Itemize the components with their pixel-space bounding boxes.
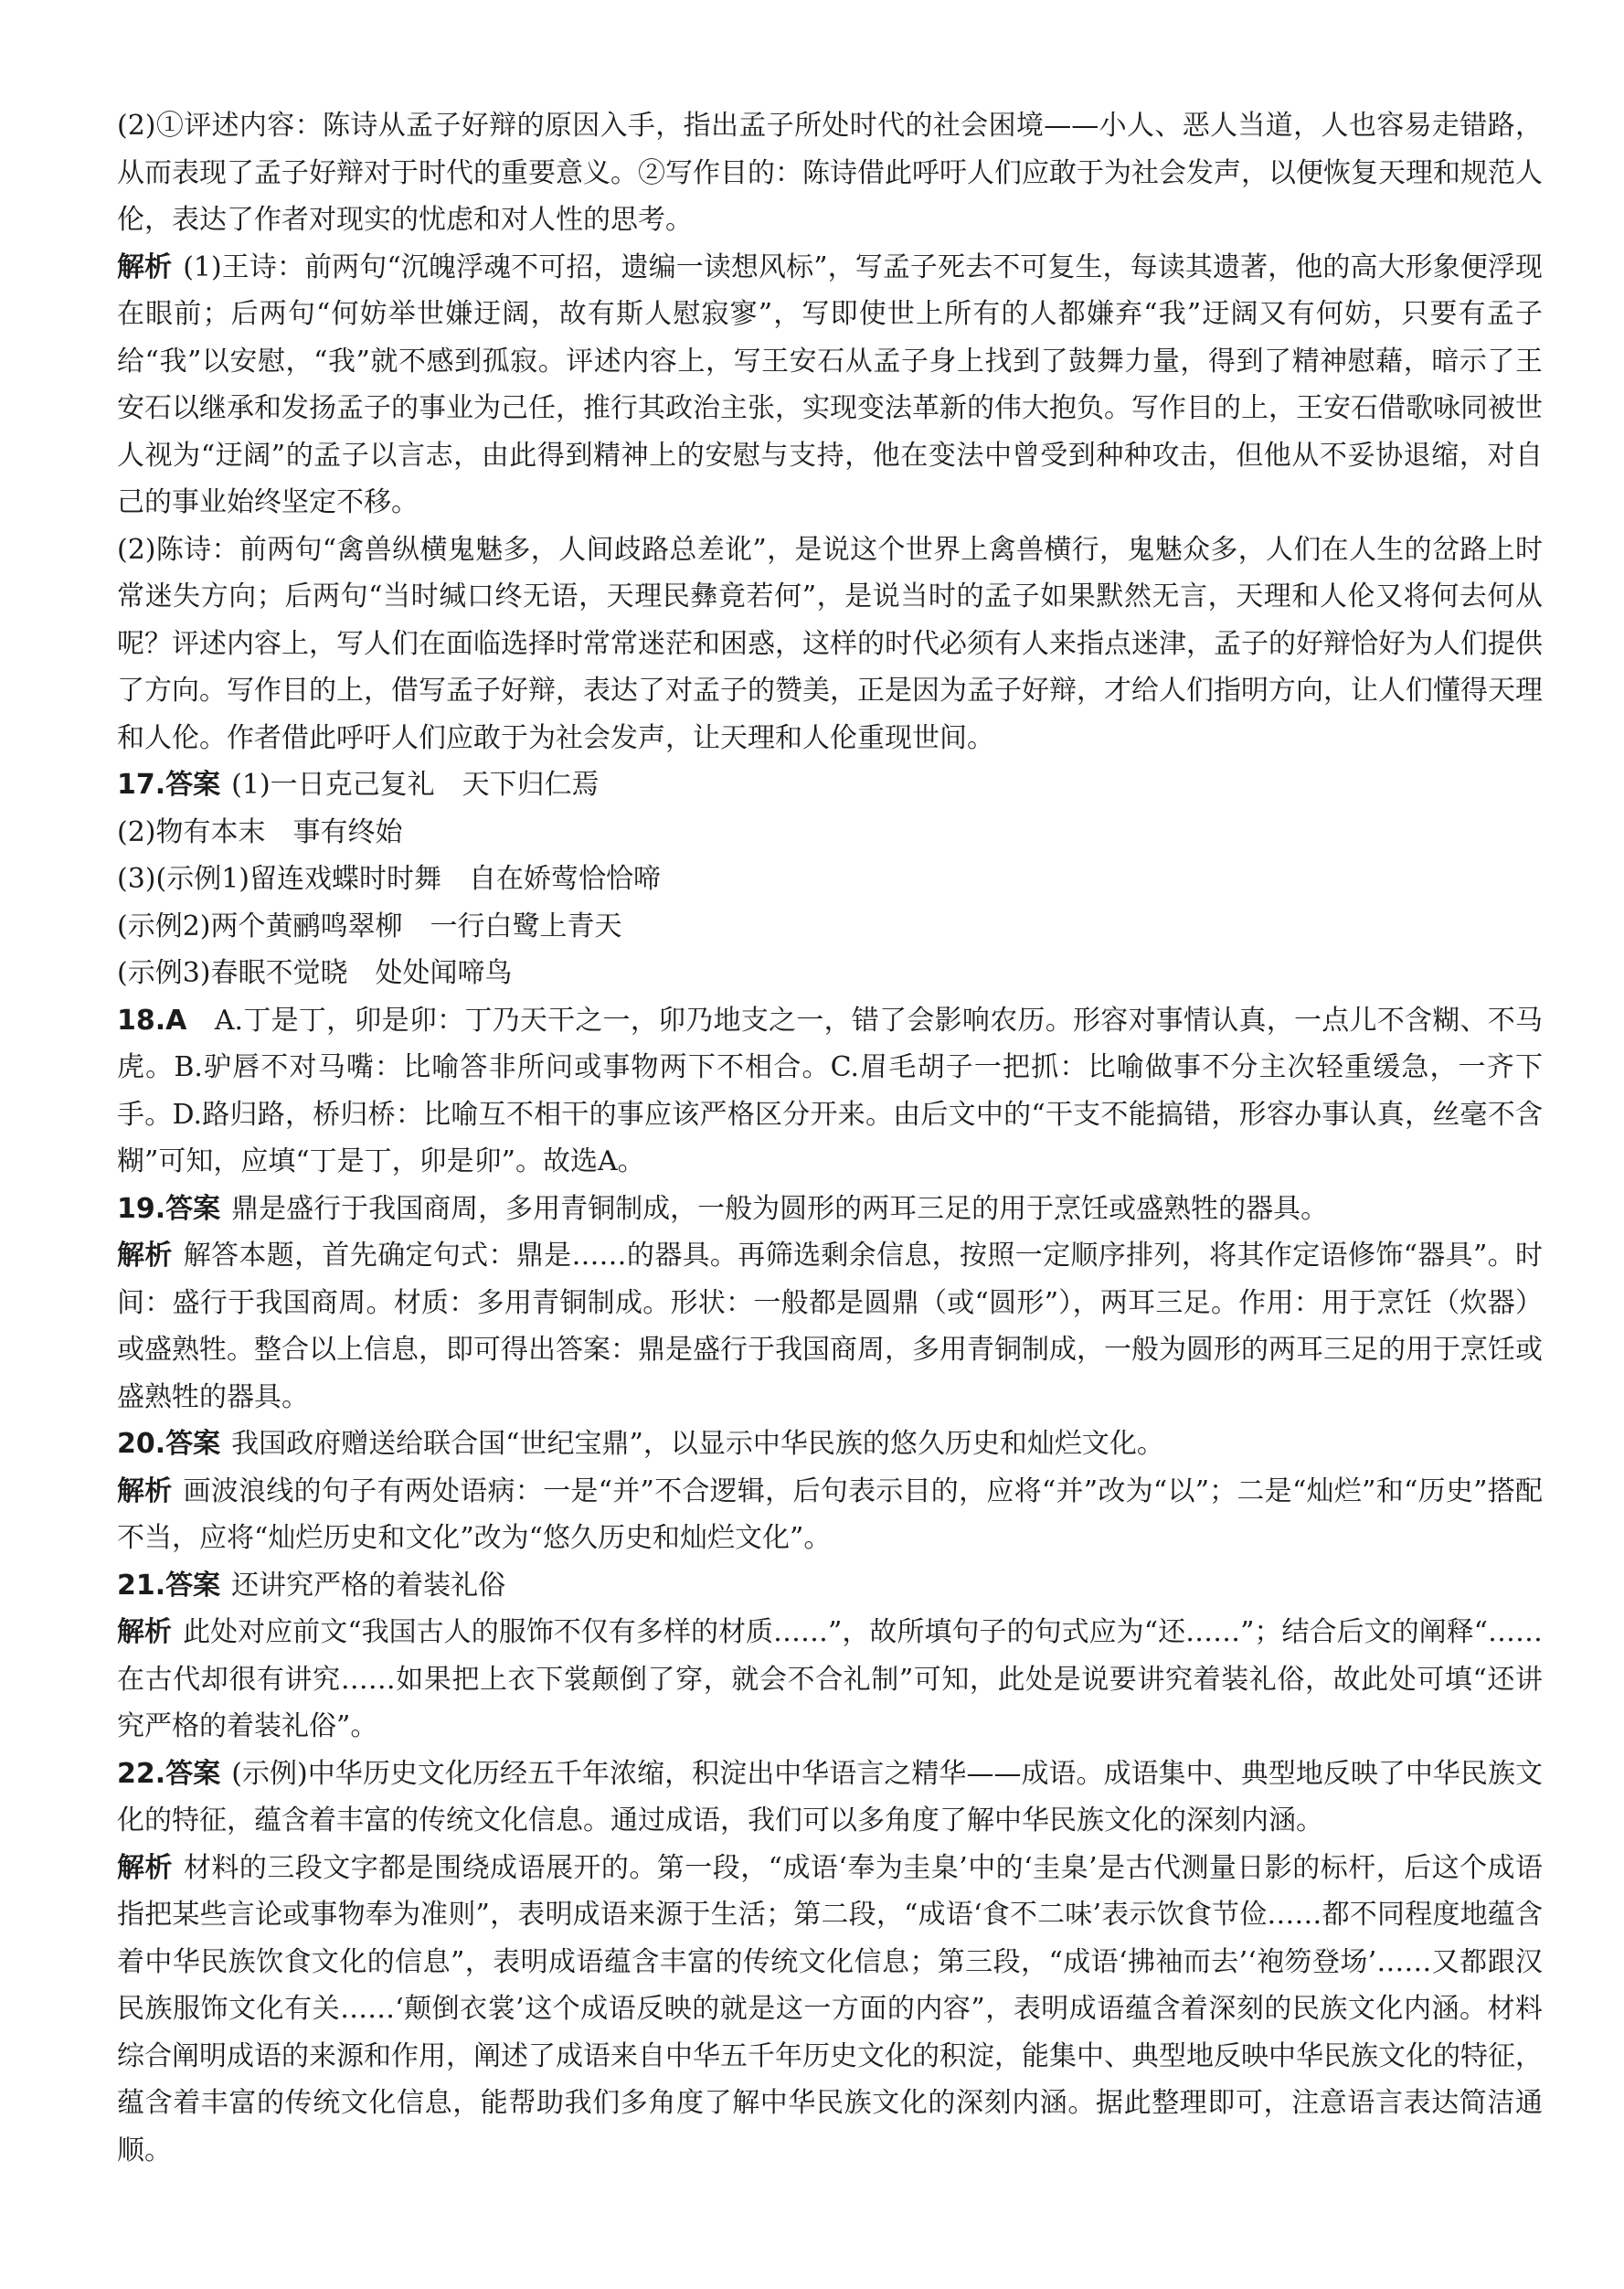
answer-line: (3)(示例1)留连戏蝶时时舞 自在娇莺恰恰啼 xyxy=(117,863,661,895)
q16-part2-answer: (2)①评述内容：陈诗从孟子好辩的原因入手，指出孟子所处时代的社会困境——小人、恶人当道，人也容易走错路，从而表现了孟子好辩对于时代的重要意义。②写作目的：陈诗借此呼吁人们应敢于为社会发声，以便恢复天理和规范人伦，表达了作者对现实的忧虑和对人性的思考。 xyxy=(117,110,1543,236)
answer-text: 我国政府赠送给联合国“世纪宝鼎”，以显示中华民族的悠久历史和灿烂文化。 xyxy=(231,1428,1164,1460)
answer-line: (2)物有本末 事有终始 xyxy=(117,815,403,848)
question-21 xyxy=(117,1562,1543,1751)
answer-line: (1)一日克己复礼 天下归仁焉 xyxy=(231,769,600,801)
answer-text: 鼎是盛行于我国商周，多用青铜制成，一般为圆形的两耳三足的用于烹饪或盛熟牲的器具。 xyxy=(231,1192,1329,1225)
answer-line: (示例3)春眠不觉晓 处处闻啼鸟 xyxy=(117,957,513,989)
analysis-label: 解析 xyxy=(117,1851,173,1884)
answer-text: (示例)中华历史文化历经五千年浓缩，积淀出中华语言之精华——成语。成语集中、典型地反映了中华民族文化的特征，蕴含着丰富的传统文化信息。通过成语，我们可以多角度了解中华民族文化的深刻内涵。 xyxy=(117,1757,1543,1837)
analysis-text: 此处对应前文“我国古人的服饰不仅有多样的材质……”，故所填句子的句式应为“还……”；结合后文的阐释“……在古代却很有讲究……如果把上衣下裳颠倒了穿，就会不合礼制”可知，此处是说要讲究着装礼俗，故此处可填“还讲究严格的着装礼俗”。 xyxy=(117,1616,1544,1742)
q16-analysis-part2: (2)陈诗：前两句“禽兽纵横鬼魅多，人间歧路总差讹”，是说这个世界上禽兽横行，鬼魅众多，人们在人生的岔路上时常迷失方向；后两句“当时缄口终无语，天理民彝竟若何”，是说当时的孟子如果默然无言，天理和人伦又将何去何从呢？评述内容上，写人们在面临选择时常常迷茫和困惑，这样的时代必须有人来指点迷津，孟子的好辩恰好为人们提供了方向。写作目的上，借写孟子好辩，表达了对孟子的赞美，正是因为孟子好辩，才给人们指明方向，让人们懂得天理和人伦。作者借此呼吁人们应敢于为社会发声，让天理和人伦重现世间。 xyxy=(117,533,1543,754)
question-18 xyxy=(117,997,1543,1186)
question-number: 20. xyxy=(117,1428,166,1460)
answer-label: 答案 xyxy=(165,1428,221,1460)
question-number: 19. xyxy=(117,1192,166,1225)
question-number: 18.A xyxy=(117,1004,187,1037)
question-number: 22. xyxy=(117,1757,166,1790)
answer-text: 还讲究严格的着装礼俗 xyxy=(231,1569,506,1602)
question-number: 17. xyxy=(117,769,166,801)
analysis-label: 解析 xyxy=(117,1475,173,1507)
question-20 xyxy=(117,1421,1543,1562)
answer-label: 答案 xyxy=(165,769,221,801)
analysis-text: 解答本题，首先确定句式：鼎是……的器具。再筛选剩余信息，按照一定顺序排列，将其作定语修饰“器具”。时间：盛行于我国商周。材质：多用青铜制成。形状：一般都是圆鼎（或“圆形”），两耳三足。作用：用于烹饪（炊器）或盛熟牲。整合以上信息，即可得出答案：鼎是盛行于我国商周，多用青铜制成，一般为圆形的两耳三足的用于烹饪或盛熟牲的器具。 xyxy=(117,1240,1543,1413)
answer-page xyxy=(117,102,1543,2174)
answer-text: A.丁是丁，卯是卯：丁乃天干之一，卯乃地支之一，错了会影响农历。形容对事情认真，一点儿不含糊、不马虎。B.驴唇不对马嘴：比喻答非所问或事物两下不相合。C.眉毛胡子一把抓：比喻做事不分主次轻重缓急，一齐下手。D.路归路，桥归桥：比喻互不相干的事应该严格区分开来。由后文中的“干支不能搞错，形容办事认真，丝毫不含糊”可知，应填“丁是丁，卯是卯”。故选A。 xyxy=(117,1004,1544,1177)
analysis-label: 解析 xyxy=(117,1616,173,1648)
answer-label: 答案 xyxy=(165,1192,221,1225)
analysis-text: 材料的三段文字都是围绕成语展开的。第一段，“成语‘奉为圭臬’中的‘圭臬’是古代测量日影的标杆，后这个成语指把某些言论或事物奉为准则”，表明成语来源于生活；第二段，“成语‘食不二味’表示饮食节俭……都不同程度地蕴含着中华民族饮食文化的信息”，表明成语蕴含丰富的传统文化信息；第三段，“成语‘拂袖而去’‘袍笏登场’……又都跟汉民族服饰文化有关……‘颠倒衣裳’这个成语反映的就是这一方面的内容”，表明成语蕴含着深刻的民族文化内涵。材料综合阐明成语的来源和作用，阐述了成语来自中华五千年历史文化的积淀，能集中、典型地反映中华民族文化的特征，蕴含着丰富的传统文化信息，能帮助我们多角度了解中华民族文化的深刻内涵。据此整理即可，注意语言表达简洁通顺。 xyxy=(117,1851,1544,2167)
q16-analysis-part1 xyxy=(117,244,1543,527)
answer-line: (示例2)两个黄鹂鸣翠柳 一行白鹭上青天 xyxy=(117,910,622,942)
analysis-text: (1)王诗：前两句“沉魄浮魂不可招，遗编一读想风标”，写孟子死去不可复生，每读其遗著，他的高大形象便浮现在眼前；后两句“何妨举世嫌迂阔，故有斯人慰寂寥”，写即使世上所有的人都嫌弃“我”迂阔又有何妨，只要有孟子给“我”以安慰，“我”就不感到孤寂。评述内容上，写王安石从孟子身上找到了鼓舞力量，得到了精神慰藉，暗示了王安石以继承和发扬孟子的事业为己任，推行其政治主张，实现变法革新的伟大抱负。写作目的上，王安石借歌咏同被世人视为“迂阔”的孟子以言志，由此得到精神上的安慰与支持，他在变法中曾受到种种攻击，但他从不妥协退缩，对自己的事业始终坚定不移。 xyxy=(117,250,1544,518)
analysis-text: 画波浪线的句子有两处语病：一是“并”不合逻辑，后句表示目的，应将“并”改为“以”；二是“灿烂”和“历史”搭配不当，应将“灿烂历史和文化”改为“悠久历史和灿烂文化”。 xyxy=(117,1475,1543,1554)
answer-label: 答案 xyxy=(165,1757,221,1790)
question-22 xyxy=(117,1751,1543,2175)
analysis-label: 解析 xyxy=(117,1240,173,1272)
question-19 xyxy=(117,1186,1543,1421)
question-17 xyxy=(117,761,1543,997)
answer-label: 答案 xyxy=(165,1569,221,1602)
analysis-label: 解析 xyxy=(117,250,173,283)
question-number: 21. xyxy=(117,1569,166,1602)
